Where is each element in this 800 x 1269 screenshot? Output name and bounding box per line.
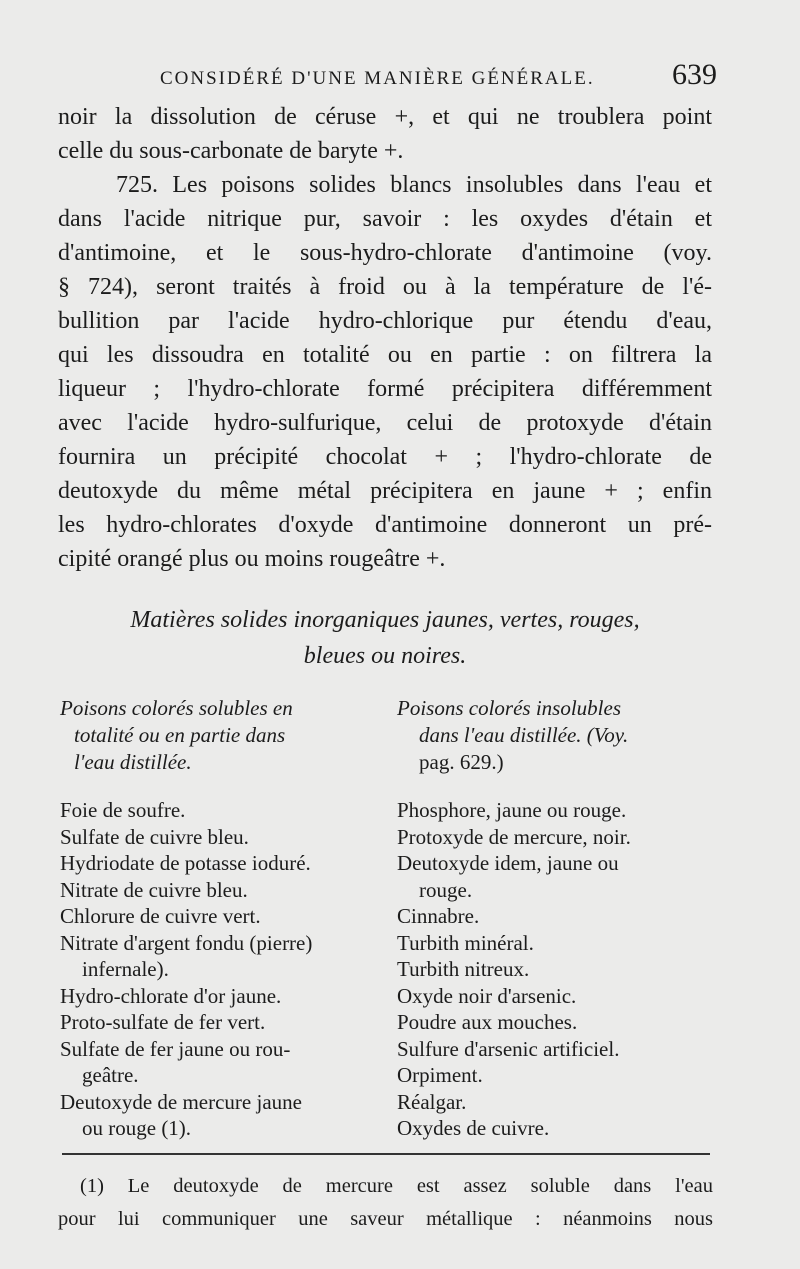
list-item <box>397 850 717 903</box>
list-item <box>397 1115 717 1142</box>
right-column-header <box>397 695 717 776</box>
list-item <box>397 1036 717 1063</box>
text-line: qui les dissoudra en totalité ou en partie : on filtrera la <box>58 342 712 368</box>
column-header-line: totalité ou en partie dans <box>74 723 286 747</box>
list-item <box>60 797 375 824</box>
insoluble-poisons-list <box>397 797 717 1142</box>
column-header-line: Poisons colorés insolubles <box>397 696 621 720</box>
list-item <box>397 903 717 930</box>
list-item-text: Sulfate de cuivre bleu. <box>60 824 249 849</box>
column-header-line: dans l'eau distillée. (Voy. <box>419 723 629 747</box>
footnote-line: pour lui communiquer une saveur métallique : néanmoins nous <box>58 1208 713 1230</box>
column-header-line: l'eau distillée. <box>74 750 192 774</box>
list-item-text: Deutoxyde de mercure jaune <box>60 1089 302 1114</box>
text-line: liqueur ; l'hydro-chlorate formé précipitera différemment <box>58 376 712 402</box>
heading-line: bleues ou noires. <box>303 643 467 669</box>
list-item-text: Sulfate de fer jaune ou rou- <box>60 1036 291 1061</box>
list-item <box>397 1009 717 1036</box>
list-item <box>397 1062 717 1089</box>
list-item-text: Cinnabre. <box>397 904 480 928</box>
running-title: CONSIDÉRÉ D'UNE MANIÈRE GÉNÉRALE. <box>160 68 595 89</box>
list-item-text: Deutoxyde idem, jaune ou <box>397 851 619 875</box>
list-item-text: Turbith minéral. <box>397 930 534 955</box>
list-item <box>397 824 717 851</box>
list-item-text: Nitrate d'argent fondu (pierre) <box>60 930 313 955</box>
text-line: dans l'acide nitrique pur, savoir : les oxydes d'étain et <box>58 206 712 232</box>
text-line: 725. Les poisons solides blancs insolubles dans l'eau et <box>116 172 712 198</box>
paragraph-continuation <box>58 100 712 168</box>
list-item-text: Nitrate de cuivre bleu. <box>60 877 248 902</box>
running-header <box>160 58 717 91</box>
list-item <box>397 983 717 1010</box>
text-line: deutoxyde du même métal précipitera en jaune + ; enfin <box>58 478 712 504</box>
list-item-text: Foie de soufre. <box>60 798 186 822</box>
list-item <box>60 824 375 851</box>
list-item <box>60 930 375 983</box>
list-item-text: Sulfure d'arsenic artificiel. <box>397 1036 620 1061</box>
text-line: celle du sous-carbonate de baryte +. <box>58 138 404 164</box>
list-item-text: Orpiment. <box>397 1063 483 1087</box>
list-item-text: Hydro-chlorate d'or jaune. <box>60 983 282 1008</box>
list-item-text: Protoxyde de mercure, noir. <box>397 824 631 849</box>
list-item-text: Turbith nitreux. <box>397 957 530 981</box>
list-item-continuation: ou rouge (1). <box>82 1116 192 1140</box>
list-item <box>397 797 717 824</box>
list-item <box>60 1009 375 1036</box>
text-line: bullition par l'acide hydro-chlorique pur étendu d'eau, <box>58 308 712 334</box>
section-heading <box>58 602 712 674</box>
column-header-line: pag. 629.) <box>419 750 504 774</box>
list-item <box>60 983 375 1010</box>
list-item-text: Chlorure de cuivre vert. <box>60 904 261 928</box>
footnote-divider <box>62 1153 710 1155</box>
list-item-text: Phosphore, jaune ou rouge. <box>397 798 627 822</box>
list-item <box>60 1089 375 1142</box>
list-item <box>397 930 717 957</box>
list-item <box>397 1089 717 1116</box>
list-item-text: Hydriodate de potasse ioduré. <box>60 851 311 875</box>
text-line: fournira un précipité chocolat + ; l'hydro-chlorate de <box>58 444 712 470</box>
list-item-text: Proto-sulfate de fer vert. <box>60 1010 266 1034</box>
list-item <box>60 877 375 904</box>
heading-line: Matières solides inorganiques jaunes, vertes, rouges, <box>130 607 640 633</box>
text-line: § 724), seront traités à froid ou à la température de l'é- <box>58 274 712 300</box>
list-item <box>60 903 375 930</box>
list-item <box>60 1036 375 1089</box>
list-item-text: Oxydes de cuivre. <box>397 1116 550 1140</box>
text-line: avec l'acide hydro-sulfurique, celui de protoxyde d'étain <box>58 410 712 436</box>
page-number: 639 <box>672 58 717 91</box>
column-header-line: Poisons colorés solubles en <box>60 696 293 720</box>
list-item-continuation: infernale). <box>82 957 169 981</box>
list-item <box>397 956 717 983</box>
text-line: cipité orangé plus ou moins rougeâtre +. <box>58 546 446 572</box>
soluble-poisons-list <box>60 797 375 1142</box>
list-item <box>60 850 375 877</box>
list-item-text: Oxyde noir d'arsenic. <box>397 983 577 1008</box>
left-column-header <box>60 695 370 776</box>
list-item-continuation: rouge. <box>419 877 473 902</box>
footnote <box>58 1170 713 1236</box>
text-line: d'antimoine, et le sous-hydro-chlorate d'antimoine (voy. <box>58 240 712 266</box>
text-line: les hydro-chlorates d'oxyde d'antimoine donneront un pré- <box>58 512 712 538</box>
text-line: noir la dissolution de céruse +, et qui ne troublera point <box>58 104 712 130</box>
footnote-line: (1) Le deutoxyde de mercure est assez soluble dans l'eau <box>80 1175 713 1197</box>
list-item-continuation: geâtre. <box>82 1063 139 1087</box>
list-item-text: Poudre aux mouches. <box>397 1010 578 1034</box>
paragraph-725 <box>58 168 712 576</box>
list-item-text: Réalgar. <box>397 1089 467 1114</box>
